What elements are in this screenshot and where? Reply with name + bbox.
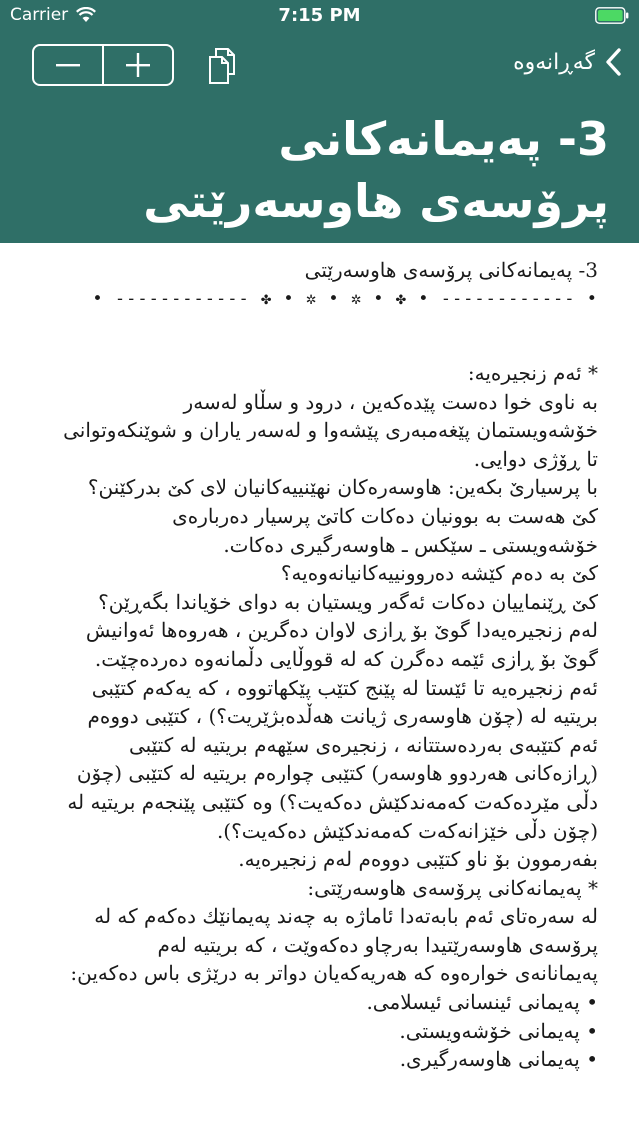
article-line: پرۆسەی هاوسەرێتیدا بەرچاو دەکەوێت ، کە بریتیە لەم <box>157 932 598 957</box>
article-content <box>32 255 598 1074</box>
article-line: ئەم کتێبەی بەردەستتانە ، زنجیرەی سێهەم بریتیە لە کتێبی <box>128 732 598 757</box>
article-line: با پرسیارێ بکەین: هاوسەرەکان نهێنییەکانیان لای کێ بدرکێنن؟ <box>87 475 598 500</box>
article-line: (چۆن دڵی خێزانەکەت کەمەندکێش دەکەیت؟). <box>216 818 598 843</box>
chevron-left-icon <box>605 48 621 76</box>
page-title-line-1: 3- پەیمانەکانی <box>278 112 609 166</box>
content-heading: 3- پەیمانەکانی پرۆسەی هاوسەرێتی <box>304 258 598 282</box>
page-title <box>19 108 609 232</box>
article-line: کێ هەست بە بوونیان دەکات کاتێ پرسیار دەربارەی <box>172 503 598 528</box>
article-line: خۆشەویستی ـ سێکس ـ هاوسەرگیری دەکات. <box>223 532 598 557</box>
article-body <box>32 359 598 1074</box>
article-line: ئەم زنجیرەیە تا ئێستا لە پێنج کتێب پێکهاتووە ، کە یەکەم کتێبی <box>91 675 598 700</box>
article-line: * پەیمانەکانی پرۆسەی هاوسەرێتی: <box>307 875 598 900</box>
plus-icon <box>125 52 151 78</box>
article-line: بە ناوی خوا دەست پێدەکەین ، درود و سڵاو لەسەر <box>183 389 598 414</box>
minus-icon <box>55 52 81 78</box>
article-line: * ئەم زنجیرەیە: <box>467 361 598 385</box>
article-line: تا ڕۆژی دوایی. <box>473 446 598 471</box>
back-button[interactable] <box>513 48 621 76</box>
page-title-line-2: پرۆسەی هاوسەرێتی <box>143 174 609 228</box>
zoom-control <box>32 44 174 86</box>
zoom-out-button[interactable] <box>34 46 104 84</box>
article-line: کێ بە دەم کێشە دەروونییەکانیانەوەیە؟ <box>280 561 598 586</box>
article-line: • پەیمانی خۆشەویستی. <box>399 1018 598 1043</box>
status-time: 7:15 PM <box>278 5 361 26</box>
article-line: • پەیمانی هاوسەرگیری. <box>399 1047 598 1072</box>
article-line: لە سەرەتای ئەم بابەتەدا ئاماژە بە چەند پەیمانێك دەکەم کە لە <box>94 904 598 929</box>
article-line: • پەیمانی ئینسانی ئیسلامی. <box>366 990 598 1015</box>
article-line: خۆشەویستمان پێغەمبەری پێشەوا و لەسەر یاران و شوێنکەوتوانی <box>63 418 598 443</box>
article-line: گوێ بۆ ڕازی ئێمە دەگرن کە لە قووڵایی دڵمانەوە دەردەچێت. <box>94 646 598 671</box>
ornament-divider: • ------------ ✤ • ✲ • ✲ • ✤ • ------------ • <box>92 289 598 309</box>
article-line: بریتیە لە (چۆن هاوسەری ژیانت هەڵدەبژێریت؟) ، کتێبی دووەم <box>87 704 598 729</box>
copy-icon[interactable] <box>204 46 244 86</box>
article-line: دڵی مێردەکەت کەمەندکێش دەکەیت؟) وە کتێبی پێنجەم بریتیە لە <box>67 789 598 814</box>
zoom-in-button[interactable] <box>104 46 172 84</box>
article-line: پەیمانانەی خوارەوە کە هەریەکەیان دواتر بە درێژی باس دەکەین: <box>70 961 598 986</box>
article-line: (ڕازەکانی هەردوو هاوسەر) کتێبی چوارەم بریتیە لە کتێبی (چۆن <box>76 761 598 786</box>
battery-icon <box>595 7 629 24</box>
header <box>0 0 639 243</box>
back-label: گەڕانەوە <box>513 49 595 75</box>
carrier-label: Carrier <box>10 5 69 25</box>
article-line: بفەرموون بۆ ناو کتێبی دووەم لەم زنجیرەیە. <box>238 847 598 872</box>
status-bar <box>0 0 639 32</box>
article-line: لەم زنجیرەیەدا گوێ بۆ ڕازی لاوان دەگرین ، هەروەها ئەوانیش <box>85 618 598 643</box>
article-line: کێ ڕێنماییان دەکات ئەگەر ویستیان بە دوای خۆیاندا بگەڕێن؟ <box>98 589 598 614</box>
